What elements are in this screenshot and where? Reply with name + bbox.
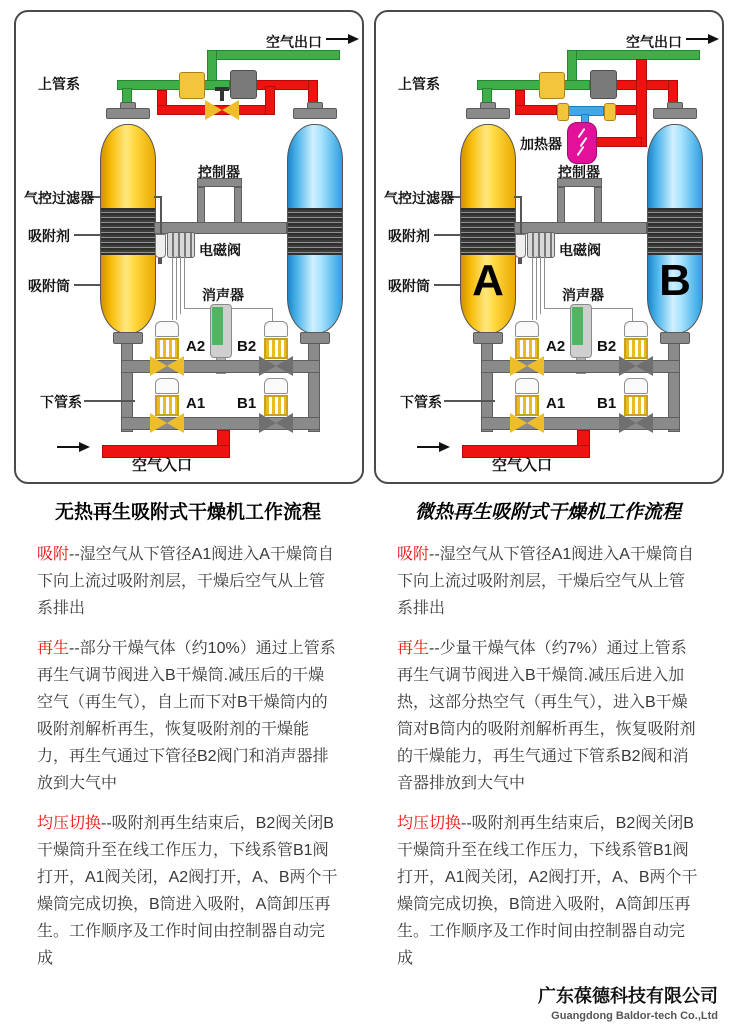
- label-solenoid-valve: 电磁阀: [559, 242, 601, 258]
- paragraph-lead: 均压切换: [397, 815, 462, 832]
- pointer-line: [434, 284, 460, 286]
- solenoid-valve-block: [167, 232, 195, 258]
- pipe-green-upper: [477, 80, 590, 90]
- air-inlet-arrow-icon: [57, 442, 91, 452]
- heater-element-mark: [578, 128, 586, 138]
- junction-block: [230, 70, 257, 99]
- company-name-cn: 广东葆德科技有限公司: [538, 986, 718, 1006]
- label-valve-b1: B1: [237, 395, 257, 412]
- pointer-line: [84, 400, 135, 402]
- valve-a1-actuator: [155, 378, 179, 416]
- controller-frame-right: [594, 187, 602, 223]
- adsorbent-bed-a: [461, 208, 515, 255]
- pilot-air-filter-drain: [518, 258, 522, 264]
- paragraph-switchover: [37, 810, 339, 972]
- pointer-line: [160, 196, 162, 234]
- label-adsorbent: 吸附剂: [388, 228, 430, 244]
- pointer-line: [74, 234, 100, 236]
- muffler: [210, 304, 232, 358]
- valve-a1: [510, 413, 544, 433]
- muffler-core: [212, 307, 223, 345]
- adsorbent-bed-b: [648, 208, 702, 255]
- pilot-line: [176, 256, 177, 320]
- label-controller: 控制器: [198, 164, 240, 180]
- pilot-line: [172, 256, 173, 320]
- label-muffler: 消声器: [562, 287, 604, 303]
- label-upper-pipe: 上管系: [38, 76, 80, 92]
- label-muffler: 消声器: [202, 287, 244, 303]
- paragraph-lead: 再生: [397, 640, 430, 657]
- pilot-line: [632, 308, 633, 322]
- label-valve-a1: A1: [546, 395, 566, 412]
- tank-b-bottom-flange: [660, 332, 690, 344]
- paragraph-body: --吸附剂再生结束后，B2阀关闭B干燥筒升至在线工作压力，下线系管B1阀打开，A1阀关闭，A2阀打开，A、B两个干燥筒完成切换，B筒进入吸附，A筒卸压再生。工作顺序及工作时间由控制器自动完成: [397, 815, 698, 967]
- valve-a2-actuator: [515, 321, 539, 359]
- paragraph-adsorption: [397, 541, 699, 622]
- company-footer: [538, 982, 718, 1022]
- paragraph-regeneration: [397, 635, 699, 797]
- label-air-inlet: 空气入口: [132, 457, 193, 474]
- pilot-line: [272, 308, 273, 322]
- heater: [567, 122, 597, 164]
- tank-a-bottom-flange: [113, 332, 143, 344]
- valve-a1-actuator: [515, 378, 539, 416]
- pilot-line: [532, 256, 533, 320]
- label-pilot-filter: 气控过滤器: [24, 190, 94, 206]
- valve-b1: [259, 413, 293, 433]
- controller-frame-left: [197, 187, 205, 223]
- label-adsorbent: 吸附剂: [28, 228, 70, 244]
- column-title-heatless: 无热再生吸附式干燥机工作流程: [54, 502, 321, 523]
- check-valve-block: [179, 72, 205, 99]
- label-controller: 控制器: [558, 164, 600, 180]
- diagram-panel-heated: [374, 10, 724, 484]
- label-valve-b1: B1: [597, 395, 617, 412]
- column-title-heated: 微热再生吸附式干燥机工作流程: [414, 502, 681, 523]
- valve-a1: [150, 413, 184, 433]
- label-air-inlet: 空气入口: [492, 457, 553, 474]
- column-heatless-text: [37, 497, 339, 985]
- label-air-outlet: 空气出口: [626, 34, 682, 50]
- pipe-red-loop-seg1: [515, 105, 557, 115]
- tank-a-bottom-flange: [473, 332, 503, 344]
- pilot-air-filter-drain: [158, 258, 162, 264]
- label-heater: 加热器: [520, 136, 562, 152]
- heater-element-mark: [577, 146, 585, 156]
- label-valve-a2: A2: [546, 338, 566, 355]
- pipe-red-heater-out: [595, 137, 642, 147]
- label-valve-a2: A2: [186, 338, 206, 355]
- controller-frame-left: [557, 187, 565, 223]
- paragraph-lead: 再生: [37, 640, 70, 657]
- tank-b-top-flange: [293, 108, 337, 119]
- pilot-air-filter: [155, 234, 166, 258]
- label-lower-pipe: 下管系: [400, 394, 442, 410]
- paragraph-regeneration: [37, 635, 339, 797]
- pilot-air-filter: [515, 234, 526, 258]
- valve-b1-actuator: [264, 378, 288, 416]
- pilot-line: [544, 256, 545, 308]
- pilot-line: [536, 256, 537, 320]
- paragraph-body: --吸附剂再生结束后，B2阀关闭B干燥筒升至在线工作压力，下线系管B1阀打开，A1阀关闭，A2阀打开，A、B两个干燥筒完成切换，B筒进入吸附，A筒卸压再生。工作顺序及工作时间由控制器自动完成: [37, 815, 338, 967]
- label-air-outlet: 空气出口: [266, 34, 322, 50]
- pipe-green-upper: [117, 80, 230, 90]
- valve-b2: [259, 356, 293, 376]
- label-lower-pipe: 下管系: [40, 394, 82, 410]
- label-adsorber-vessel: 吸附筒: [388, 278, 430, 294]
- pointer-line: [444, 400, 495, 402]
- paragraph-body: --部分干燥气体（约10%）通过上管系再生气调节阀进入B干燥筒.减压后的干燥空气（再生气），自上而下对B干燥筒内的吸附剂解析再生，恢复吸附剂的干燥能力，再生气通过下管径B2阀门和消声器排放到大气中: [37, 640, 336, 792]
- tank-a-top-flange: [106, 108, 150, 119]
- paragraph-switchover: [397, 810, 699, 972]
- paragraph-body: --少量干燥气体（约7%）通过上管系再生气调节阀进入B干燥筒.减压后进入加热，这部分热空气（再生气），进入B干燥筒对B筒内的吸附剂解析再生，恢复吸附剂的干燥能力，再生气通过下管系B2阀和消音器排放到大气中: [397, 640, 696, 792]
- controller-frame-right: [234, 187, 242, 223]
- heater-coupling-left: [557, 103, 569, 121]
- valve-a2-actuator: [155, 321, 179, 359]
- check-valve-block: [539, 72, 565, 99]
- company-name-en: Guangdong Baldor-tech Co.,Ltd: [551, 1010, 718, 1022]
- valve-b1: [619, 413, 653, 433]
- tank-a-top-flange: [466, 108, 510, 119]
- paragraph-lead: 均压切换: [37, 815, 102, 832]
- pilot-line: [180, 256, 181, 314]
- pointer-line: [520, 196, 522, 234]
- paragraph-body: --湿空气从下管径A1阀进入A干燥筒自下向上流过吸附剂层，干燥后空气从上管系排出: [37, 546, 334, 617]
- tank-a-letter: A: [472, 256, 504, 305]
- valve-b2-actuator: [264, 321, 288, 359]
- paragraph-lead: 吸附: [37, 546, 70, 563]
- valve-a2: [510, 356, 544, 376]
- tank-b: [287, 124, 343, 334]
- diagram-panel-heatless: [14, 10, 364, 484]
- air-outlet-arrow-icon: [326, 34, 360, 44]
- pipe-red-loop-right: [265, 86, 275, 115]
- pointer-line: [74, 284, 100, 286]
- adsorbent-bed-b: [288, 208, 342, 255]
- regeneration-valve: [205, 100, 239, 120]
- pilot-line: [540, 256, 541, 314]
- valve-b2-actuator: [624, 321, 648, 359]
- pilot-line: [184, 256, 185, 308]
- heater-coupling-right: [604, 103, 616, 121]
- junction-block: [590, 70, 617, 99]
- label-valve-b2: B2: [237, 338, 257, 355]
- valve-b1-actuator: [624, 378, 648, 416]
- adsorbent-bed-a: [101, 208, 155, 255]
- tank-b-top-flange: [653, 108, 697, 119]
- label-upper-pipe: 上管系: [398, 76, 440, 92]
- label-valve-b2: B2: [597, 338, 617, 355]
- air-outlet-arrow-icon: [686, 34, 720, 44]
- muffler-core: [572, 307, 583, 345]
- pipe-red-heater-riser: [636, 59, 647, 147]
- tank-a: [460, 124, 516, 334]
- pointer-line: [434, 234, 460, 236]
- label-solenoid-valve: 电磁阀: [199, 242, 241, 258]
- label-pilot-filter: 气控过滤器: [384, 190, 454, 206]
- label-adsorber-vessel: 吸附筒: [28, 278, 70, 294]
- tank-b-letter: B: [659, 256, 691, 305]
- tank-b-bottom-flange: [300, 332, 330, 344]
- solenoid-valve-block: [527, 232, 555, 258]
- column-heated-text: [397, 497, 699, 985]
- paragraph-lead: 吸附: [397, 546, 430, 563]
- paragraph-body: --湿空气从下管径A1阀进入A干燥筒自下向上流过吸附剂层，干燥后空气从上管系排出: [397, 546, 694, 617]
- air-inlet-arrow-icon: [417, 442, 451, 452]
- paragraph-adsorption: [37, 541, 339, 622]
- valve-a2: [150, 356, 184, 376]
- tank-a: [100, 124, 156, 334]
- valve-b2: [619, 356, 653, 376]
- tank-b: [647, 124, 703, 334]
- muffler: [570, 304, 592, 358]
- label-valve-a1: A1: [186, 395, 206, 412]
